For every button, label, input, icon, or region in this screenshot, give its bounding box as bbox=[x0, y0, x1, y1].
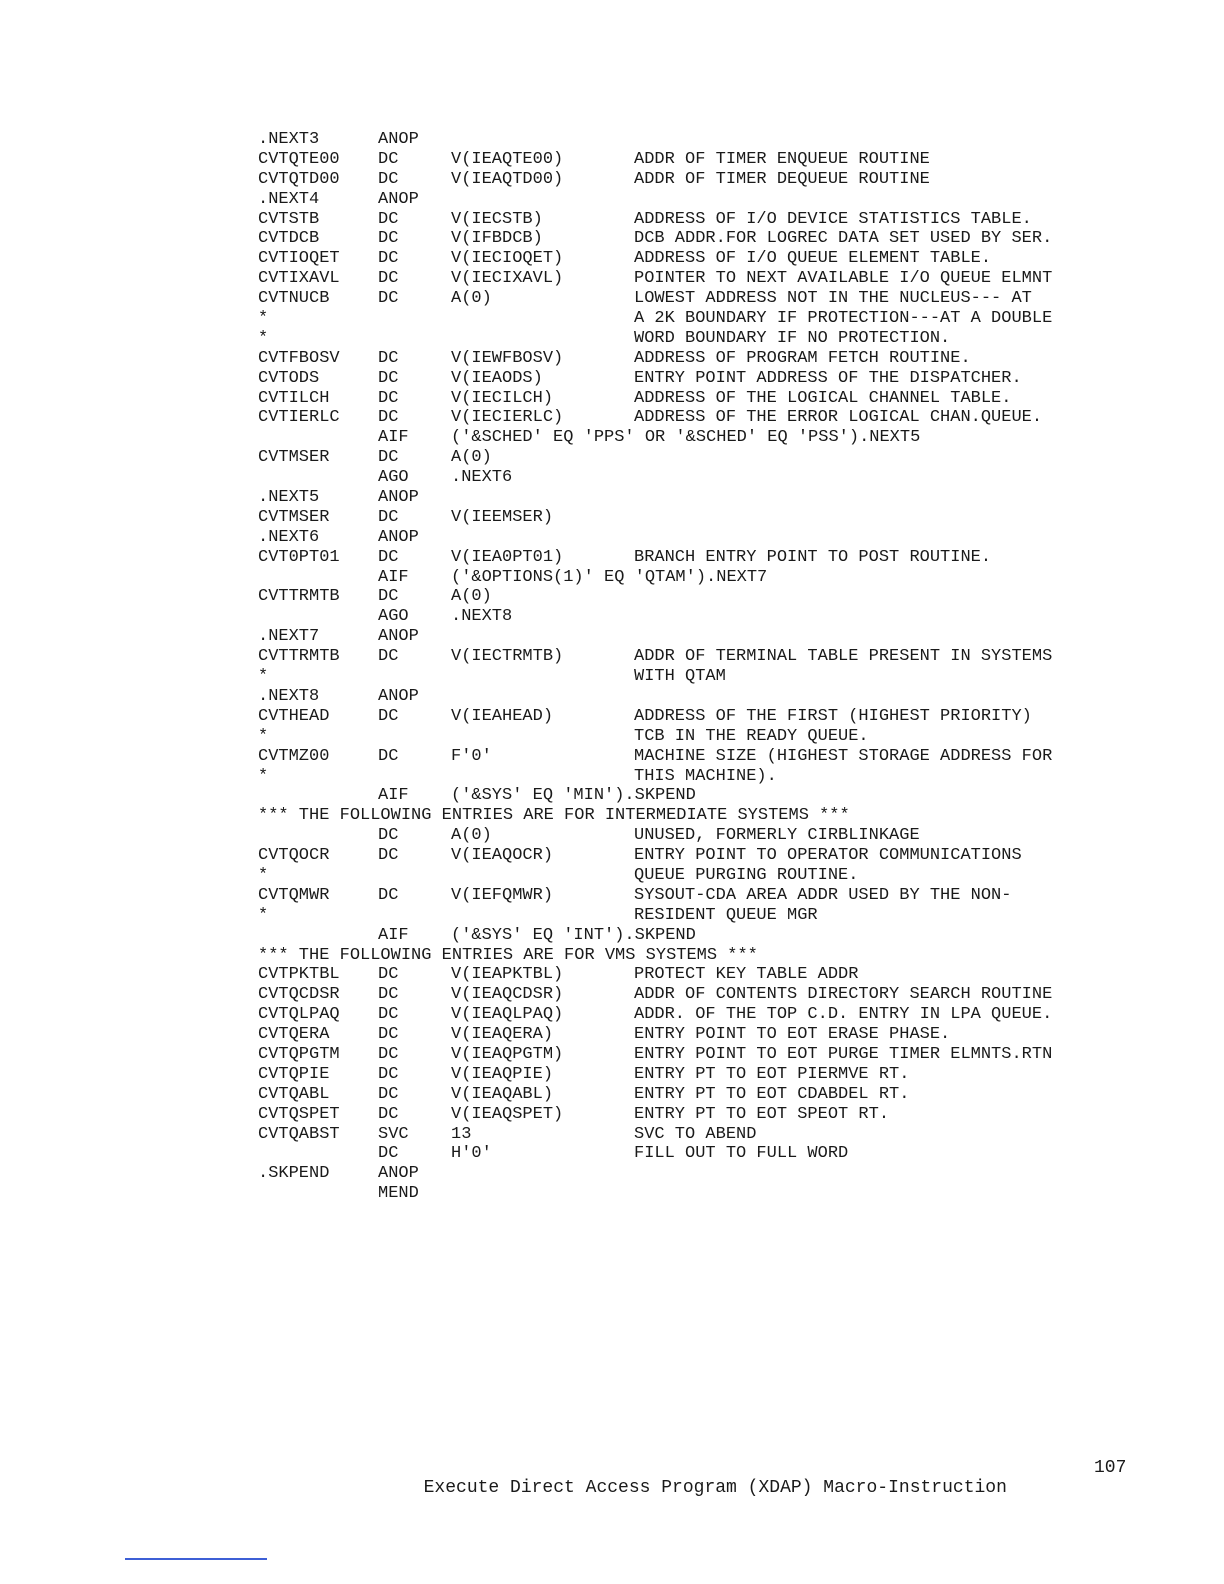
line-operation: SVC bbox=[378, 1124, 409, 1144]
line-operand: ('&SCHED' EQ 'PPS' OR '&SCHED' EQ 'PSS').NEXT5 bbox=[451, 428, 921, 448]
line-label: CVTILCH bbox=[258, 388, 330, 408]
section-comment: *** THE FOLLOWING ENTRIES ARE FOR INTERMEDIATE SYSTEMS *** bbox=[258, 806, 850, 826]
line-operation: ANOP bbox=[378, 1164, 419, 1184]
line-label: * bbox=[258, 905, 269, 925]
listing-line bbox=[258, 1184, 1158, 1204]
line-comment: ADDR OF TIMER DEQUEUE ROUTINE bbox=[634, 169, 930, 189]
line-operand: V(IEAQCDSR) bbox=[451, 985, 564, 1005]
listing-line bbox=[258, 428, 1158, 448]
line-label: CVTQSPET bbox=[258, 1104, 340, 1124]
listing-line bbox=[258, 249, 1158, 269]
line-operation: DC bbox=[378, 209, 399, 229]
listing-line bbox=[258, 1025, 1158, 1045]
line-operation: DC bbox=[378, 507, 399, 527]
line-label: * bbox=[258, 309, 269, 329]
line-label: CVTNUCB bbox=[258, 289, 330, 309]
listing-line bbox=[258, 548, 1158, 568]
line-operation: DC bbox=[378, 826, 399, 846]
line-operand: V(IEWFBOSV) bbox=[451, 348, 564, 368]
listing-line bbox=[258, 130, 1158, 150]
line-label: CVTIOQET bbox=[258, 249, 340, 269]
line-operation: DC bbox=[378, 587, 399, 607]
line-operand: V(IEEMSER) bbox=[451, 507, 554, 527]
line-comment: FILL OUT TO FULL WORD bbox=[634, 1144, 849, 1164]
line-operand: V(IEAHEAD) bbox=[451, 706, 554, 726]
listing-line bbox=[258, 1065, 1158, 1085]
listing-line bbox=[258, 965, 1158, 985]
line-label: CVTPKTBL bbox=[258, 965, 340, 985]
listing-line bbox=[258, 349, 1158, 369]
line-operation: DC bbox=[378, 348, 399, 368]
line-label: * bbox=[258, 865, 269, 885]
line-operand: 13 bbox=[451, 1124, 472, 1144]
line-operation: AIF bbox=[378, 786, 409, 806]
listing-line bbox=[258, 329, 1158, 349]
listing-line bbox=[258, 369, 1158, 389]
listing-line bbox=[258, 866, 1158, 886]
listing-line bbox=[258, 229, 1158, 249]
line-operand: ('&SYS' EQ 'MIN').SKPEND bbox=[451, 786, 696, 806]
line-operation: DC bbox=[378, 289, 399, 309]
line-comment: ENTRY POINT TO EOT PURGE TIMER ELMNTS.RTN bbox=[634, 1044, 1053, 1064]
listing-line bbox=[258, 488, 1158, 508]
line-label: * bbox=[258, 766, 269, 786]
line-operand: V(IECIXAVL) bbox=[451, 269, 564, 289]
line-comment: ADDRESS OF I/O QUEUE ELEMENT TABLE. bbox=[634, 249, 992, 269]
line-label: CVTIXAVL bbox=[258, 269, 340, 289]
line-label: CVTODS bbox=[258, 368, 320, 388]
line-comment: ADDRESS OF THE FIRST (HIGHEST PRIORITY) bbox=[634, 706, 1032, 726]
line-comment: ENTRY POINT TO EOT ERASE PHASE. bbox=[634, 1025, 951, 1045]
line-comment: ENTRY PT TO EOT PIERMVE RT. bbox=[634, 1064, 910, 1084]
line-comment: POINTER TO NEXT AVAILABLE I/O QUEUE ELMNT bbox=[634, 269, 1053, 289]
line-label: CVTQMWR bbox=[258, 885, 330, 905]
line-comment: SVC TO ABEND bbox=[634, 1124, 757, 1144]
line-comment: LOWEST ADDRESS NOT IN THE NUCLEUS--- AT bbox=[634, 289, 1032, 309]
listing-line bbox=[258, 1125, 1158, 1145]
line-operation: DC bbox=[378, 706, 399, 726]
line-comment: SYSOUT-CDA AREA ADDR USED BY THE NON- bbox=[634, 885, 1012, 905]
listing-line bbox=[258, 687, 1158, 707]
listing-line bbox=[258, 468, 1158, 488]
line-label: CVTMZ00 bbox=[258, 746, 330, 766]
line-comment: WORD BOUNDARY IF NO PROTECTION. bbox=[634, 328, 951, 348]
listing-line bbox=[258, 647, 1158, 667]
line-operand: F'0' bbox=[451, 746, 492, 766]
listing-line bbox=[258, 190, 1158, 210]
line-operand: V(IECILCH) bbox=[451, 388, 554, 408]
line-comment: ADDR. OF THE TOP C.D. ENTRY IN LPA QUEUE. bbox=[634, 1005, 1053, 1025]
listing-line bbox=[258, 727, 1158, 747]
line-label: CVTMSER bbox=[258, 448, 330, 468]
footer-rule bbox=[125, 1558, 267, 1560]
listing-line bbox=[258, 389, 1158, 409]
line-label: CVTQABL bbox=[258, 1084, 330, 1104]
line-label: CVTQOCR bbox=[258, 846, 330, 866]
line-label: CVTTRMTB bbox=[258, 587, 340, 607]
listing-line bbox=[258, 886, 1158, 906]
line-operand: V(IEAQABL) bbox=[451, 1084, 554, 1104]
line-operation: ANOP bbox=[378, 189, 419, 209]
line-label: .NEXT4 bbox=[258, 189, 320, 209]
line-operand: V(IECIERLC) bbox=[451, 408, 564, 428]
line-operation: DC bbox=[378, 388, 399, 408]
listing-line bbox=[258, 607, 1158, 627]
listing-line bbox=[258, 946, 1158, 966]
listing-line bbox=[258, 210, 1158, 230]
line-comment: ENTRY PT TO EOT CDABDEL RT. bbox=[634, 1084, 910, 1104]
listing-line bbox=[258, 767, 1158, 787]
listing-line bbox=[258, 667, 1158, 687]
line-operation: DC bbox=[378, 368, 399, 388]
line-operand: V(IFBDCB) bbox=[451, 229, 543, 249]
listing-line bbox=[258, 568, 1158, 588]
listing-line bbox=[258, 448, 1158, 468]
line-operation: DC bbox=[378, 269, 399, 289]
line-label: .NEXT8 bbox=[258, 686, 320, 706]
line-operation: AIF bbox=[378, 925, 409, 945]
listing-line bbox=[258, 170, 1158, 190]
listing-line bbox=[258, 1164, 1158, 1184]
line-operation: AGO bbox=[378, 607, 409, 627]
listing-line bbox=[258, 985, 1158, 1005]
line-operand: .NEXT6 bbox=[451, 468, 513, 488]
line-label: CVTHEAD bbox=[258, 706, 330, 726]
line-comment: UNUSED, FORMERLY CIRBLINKAGE bbox=[634, 826, 920, 846]
line-label: * bbox=[258, 667, 269, 687]
line-operand: V(IEAQLPAQ) bbox=[451, 1005, 564, 1025]
line-comment: THIS MACHINE). bbox=[634, 766, 777, 786]
line-operand: V(IEAQERA) bbox=[451, 1025, 554, 1045]
listing-line bbox=[258, 309, 1158, 329]
line-operand: V(IEAQPGTM) bbox=[451, 1044, 564, 1064]
line-label: CVTIERLC bbox=[258, 408, 340, 428]
line-operation: ANOP bbox=[378, 527, 419, 547]
line-label: .NEXT7 bbox=[258, 627, 320, 647]
line-operation: DC bbox=[378, 1025, 399, 1045]
line-comment: PROTECT KEY TABLE ADDR bbox=[634, 965, 859, 985]
line-comment: ENTRY POINT ADDRESS OF THE DISPATCHER. bbox=[634, 368, 1022, 388]
line-comment: DCB ADDR.FOR LOGREC DATA SET USED BY SER. bbox=[634, 229, 1053, 249]
line-operation: MEND bbox=[378, 1184, 419, 1204]
line-label: .SKPEND bbox=[258, 1164, 330, 1184]
line-label: .NEXT3 bbox=[258, 130, 320, 149]
line-operand: V(IEAQPIE) bbox=[451, 1064, 554, 1084]
line-label: CVTQTE00 bbox=[258, 149, 340, 169]
footer-title: Execute Direct Access Program (XDAP) Macro-Instruction bbox=[423, 1478, 1007, 1498]
section-comment: *** THE FOLLOWING ENTRIES ARE FOR VMS SYSTEMS *** bbox=[258, 945, 758, 965]
line-comment: MACHINE SIZE (HIGHEST STORAGE ADDRESS FOR bbox=[634, 746, 1053, 766]
line-operand: V(IEAQTD00) bbox=[451, 169, 564, 189]
line-label: CVTTRMTB bbox=[258, 647, 340, 667]
line-operation: ANOP bbox=[378, 686, 419, 706]
line-comment: BRANCH ENTRY POINT TO POST ROUTINE. bbox=[634, 547, 992, 567]
line-label: CVTQPIE bbox=[258, 1064, 330, 1084]
line-operand: V(IEAQSPET) bbox=[451, 1104, 564, 1124]
line-operation: DC bbox=[378, 846, 399, 866]
listing-line bbox=[258, 1045, 1158, 1065]
line-operation: DC bbox=[378, 547, 399, 567]
listing-line bbox=[258, 269, 1158, 289]
line-operation: DC bbox=[378, 448, 399, 468]
line-comment: TCB IN THE READY QUEUE. bbox=[634, 726, 869, 746]
listing-line bbox=[258, 806, 1158, 826]
line-comment: ADDR OF TIMER ENQUEUE ROUTINE bbox=[634, 149, 930, 169]
line-label: CVTDCB bbox=[258, 229, 320, 249]
line-label: * bbox=[258, 328, 269, 348]
line-operation: DC bbox=[378, 1044, 399, 1064]
listing-line bbox=[258, 1144, 1158, 1164]
line-label: .NEXT5 bbox=[258, 488, 320, 508]
line-label: CVTQABST bbox=[258, 1124, 340, 1144]
listing-line bbox=[258, 747, 1158, 767]
listing-line bbox=[258, 1005, 1158, 1025]
listing-line bbox=[258, 408, 1158, 428]
line-operand: H'0' bbox=[451, 1144, 492, 1164]
line-operand: A(0) bbox=[451, 826, 492, 846]
line-comment: ADDR OF CONTENTS DIRECTORY SEARCH ROUTINE bbox=[634, 985, 1053, 1005]
line-operand: V(IECIOQET) bbox=[451, 249, 564, 269]
line-operation: AIF bbox=[378, 567, 409, 587]
listing-line bbox=[258, 508, 1158, 528]
page-number: 107 bbox=[1094, 1458, 1127, 1478]
line-label: CVTSTB bbox=[258, 209, 320, 229]
line-operand: .NEXT8 bbox=[451, 607, 513, 627]
listing-line bbox=[258, 150, 1158, 170]
line-comment: ENTRY PT TO EOT SPEOT RT. bbox=[634, 1104, 890, 1124]
line-operation: ANOP bbox=[378, 488, 419, 508]
line-operand: A(0) bbox=[451, 587, 492, 607]
listing-line bbox=[258, 786, 1158, 806]
line-comment: WITH QTAM bbox=[634, 667, 726, 687]
line-operation: DC bbox=[378, 229, 399, 249]
listing-line bbox=[258, 926, 1158, 946]
line-operand: V(IEAQOCR) bbox=[451, 846, 554, 866]
page-footer bbox=[402, 1458, 1127, 1518]
listing-line bbox=[258, 826, 1158, 846]
line-comment: ADDRESS OF PROGRAM FETCH ROUTINE. bbox=[634, 348, 971, 368]
listing-line bbox=[258, 846, 1158, 866]
line-comment: ADDRESS OF I/O DEVICE STATISTICS TABLE. bbox=[634, 209, 1032, 229]
line-operation: DC bbox=[378, 647, 399, 667]
line-operation: DC bbox=[378, 965, 399, 985]
line-label: CVT0PT01 bbox=[258, 547, 340, 567]
line-operation: AIF bbox=[378, 428, 409, 448]
line-comment: ENTRY POINT TO OPERATOR COMMUNICATIONS bbox=[634, 846, 1022, 866]
line-operation: DC bbox=[378, 1104, 399, 1124]
line-operand: ('&SYS' EQ 'INT').SKPEND bbox=[451, 925, 696, 945]
line-label: CVTQTD00 bbox=[258, 169, 340, 189]
line-operation: DC bbox=[378, 1064, 399, 1084]
line-operation: DC bbox=[378, 1005, 399, 1025]
line-operation: ANOP bbox=[378, 627, 419, 647]
line-label: CVTMSER bbox=[258, 507, 330, 527]
listing-line bbox=[258, 587, 1158, 607]
line-label: CVTQLPAQ bbox=[258, 1005, 340, 1025]
line-comment: ADDRESS OF THE ERROR LOGICAL CHAN.QUEUE. bbox=[634, 408, 1043, 428]
listing-line bbox=[258, 627, 1158, 647]
line-operation: DC bbox=[378, 169, 399, 189]
line-operand: V(IEA0PT01) bbox=[451, 547, 564, 567]
line-operand: A(0) bbox=[451, 289, 492, 309]
line-operation: DC bbox=[378, 1144, 399, 1164]
line-operation: DC bbox=[378, 746, 399, 766]
line-operand: ('&OPTIONS(1)' EQ 'QTAM').NEXT7 bbox=[451, 567, 768, 587]
line-operation: DC bbox=[378, 408, 399, 428]
listing-line bbox=[258, 707, 1158, 727]
line-operation: AGO bbox=[378, 468, 409, 488]
line-label: * bbox=[258, 726, 269, 746]
line-comment: ADDR OF TERMINAL TABLE PRESENT IN SYSTEMS bbox=[634, 647, 1053, 667]
listing-line bbox=[258, 1105, 1158, 1125]
line-operation: DC bbox=[378, 249, 399, 269]
line-label: .NEXT6 bbox=[258, 527, 320, 547]
line-operation: DC bbox=[378, 1084, 399, 1104]
line-label: CVTQERA bbox=[258, 1025, 330, 1045]
line-operand: A(0) bbox=[451, 448, 492, 468]
line-operand: V(IEAODS) bbox=[451, 368, 543, 388]
line-label: CVTQPGTM bbox=[258, 1044, 340, 1064]
line-operand: V(IECSTB) bbox=[451, 209, 543, 229]
line-operation: DC bbox=[378, 985, 399, 1005]
line-comment: QUEUE PURGING ROUTINE. bbox=[634, 865, 859, 885]
listing-line bbox=[258, 906, 1158, 926]
listing-line bbox=[258, 1085, 1158, 1105]
line-comment: A 2K BOUNDARY IF PROTECTION---AT A DOUBLE bbox=[634, 309, 1053, 329]
line-operand: V(IEAQTE00) bbox=[451, 149, 564, 169]
line-operand: V(IEAPKTBL) bbox=[451, 965, 564, 985]
assembler-listing bbox=[258, 130, 1158, 1204]
listing-line bbox=[258, 289, 1158, 309]
line-operation: DC bbox=[378, 149, 399, 169]
line-label: CVTQCDSR bbox=[258, 985, 340, 1005]
line-operation: ANOP bbox=[378, 130, 419, 149]
listing-line bbox=[258, 528, 1158, 548]
line-operation: DC bbox=[378, 885, 399, 905]
line-comment: ADDRESS OF THE LOGICAL CHANNEL TABLE. bbox=[634, 388, 1012, 408]
line-label: CVTFBOSV bbox=[258, 348, 340, 368]
line-comment: RESIDENT QUEUE MGR bbox=[634, 905, 818, 925]
line-operand: V(IEFQMWR) bbox=[451, 885, 554, 905]
line-operand: V(IECTRMTB) bbox=[451, 647, 564, 667]
